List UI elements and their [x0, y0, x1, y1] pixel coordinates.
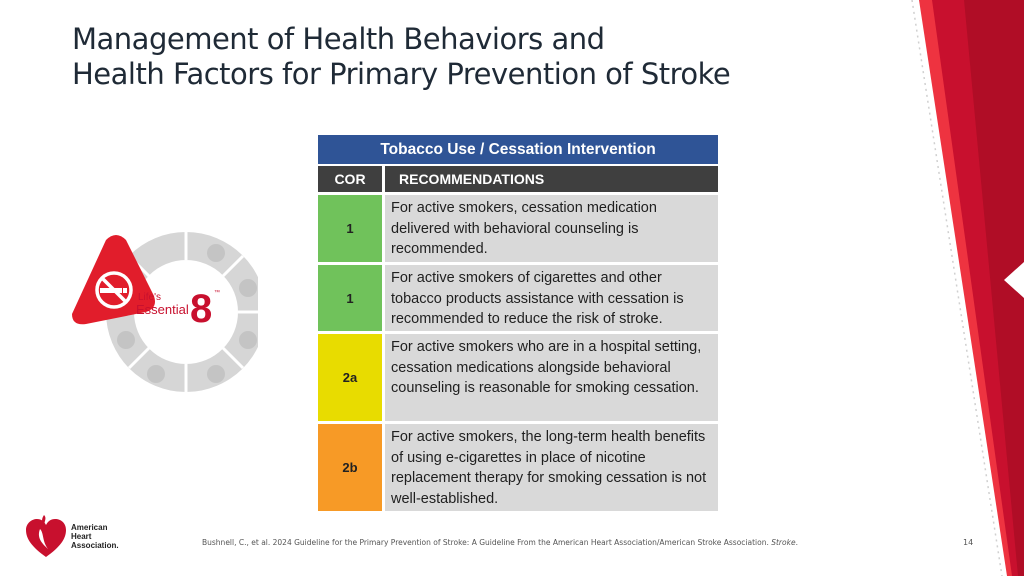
citation-main: Bushnell, C., et al. 2024 Guideline for the Primary Prevention of Stroke: A Guideline From the American Heart Association/American Stroke Association.	[202, 538, 772, 547]
column-header-recommendations: RECOMMENDATIONS	[385, 166, 718, 192]
org-name-line1: American	[71, 523, 108, 532]
recommendation-cell: For active smokers who are in a hospital setting, cessation medications alongside behavioral counseling is reasonable for smoking cessation.	[385, 334, 718, 421]
column-header-cor: COR	[318, 166, 385, 192]
table-row	[318, 192, 718, 262]
le8-essential-text: Essential	[136, 302, 189, 317]
lifes-essential-8-logo	[68, 228, 258, 398]
cor-cell: 1	[318, 195, 385, 262]
citation-end: .	[795, 538, 798, 547]
table-row	[318, 421, 718, 511]
le8-lifes-text: Life's	[138, 292, 162, 303]
page-number: 14	[963, 538, 974, 547]
heart-torch-icon	[26, 515, 66, 557]
american-heart-association-logo	[24, 515, 129, 560]
cor-cell: 1	[318, 265, 385, 331]
decorative-red-band	[904, 0, 1024, 576]
le8-eight: 8	[190, 287, 213, 331]
recommendations-table	[318, 135, 718, 511]
recommendation-cell: For active smokers, cessation medication delivered with behavioral counseling is recommended.	[385, 195, 718, 262]
citation	[202, 538, 798, 547]
cor-cell: 2b	[318, 424, 385, 511]
table-title: Tobacco Use / Cessation Intervention	[318, 135, 718, 166]
title-line-1: Management of Health Behaviors and	[72, 22, 605, 56]
recommendation-cell: For active smokers, the long-term health benefits of using e-cigarettes in place of nicotine replacement therapy for smoking cessation is not well-established.	[385, 424, 718, 511]
org-name-line2: Heart	[71, 532, 92, 541]
recommendation-cell: For active smokers of cigarettes and other tobacco products assistance with cessation is recommended to reduce the risk of stroke.	[385, 265, 718, 331]
table-row	[318, 331, 718, 421]
table-column-headers	[318, 166, 718, 192]
cor-cell: 2a	[318, 334, 385, 421]
org-name-line3: Association.	[71, 541, 119, 550]
citation-journal: Stroke	[771, 538, 796, 547]
table-row	[318, 262, 718, 331]
title-line-2: Health Factors for Primary Prevention of Stroke	[72, 57, 731, 91]
le8-tm: ™	[214, 290, 220, 296]
slide-title	[72, 22, 730, 92]
